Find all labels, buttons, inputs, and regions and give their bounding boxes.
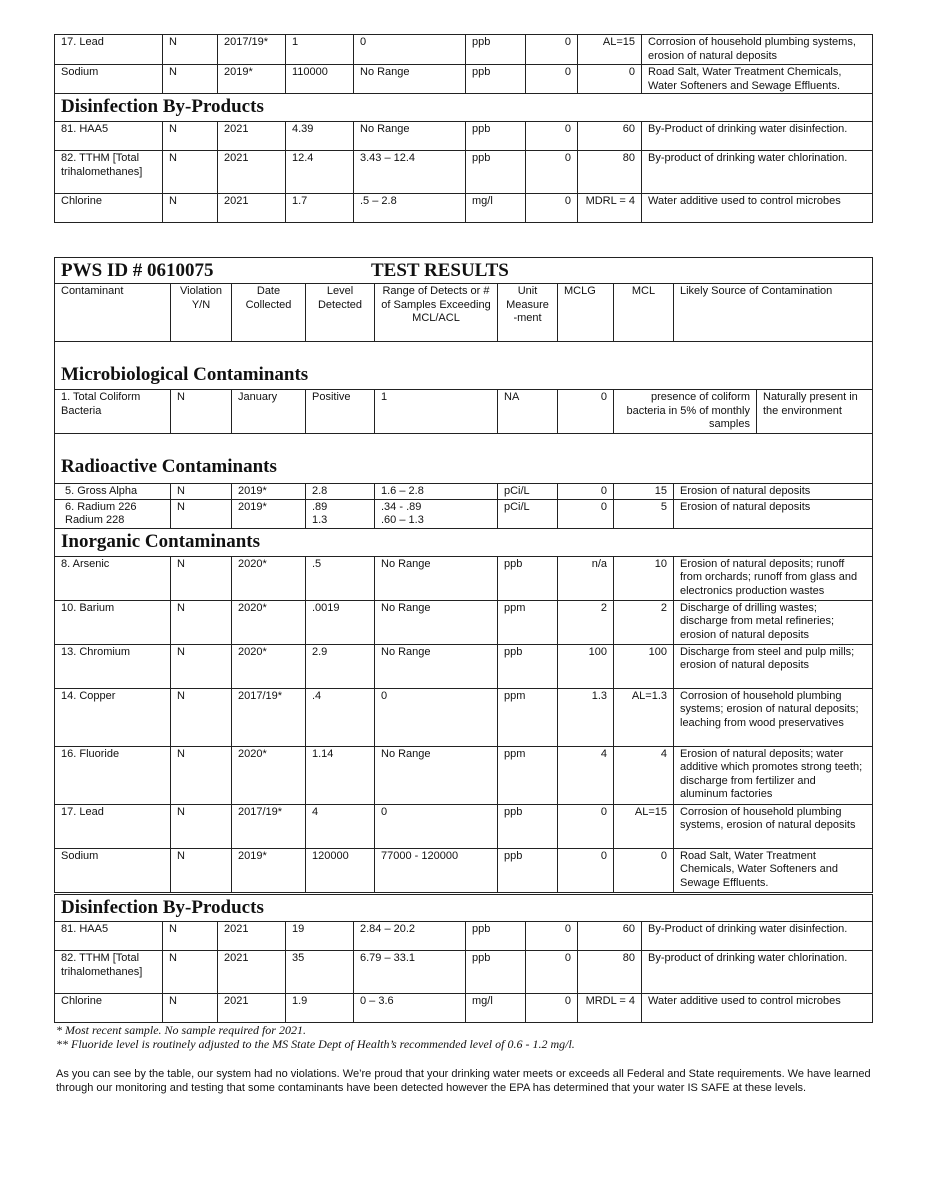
header-contaminant: Contaminant (55, 284, 171, 342)
cell-level: 2.8 (306, 484, 375, 500)
cell-date: 2017/19* (232, 688, 306, 746)
cell-level: .5 (306, 556, 375, 600)
cell-mcl: 10 (614, 556, 674, 600)
cell-contaminant: 17. Lead (55, 35, 163, 65)
previous-rows (55, 35, 873, 223)
cell-unit: ppb (466, 65, 526, 94)
cell-level: 2.9 (306, 644, 375, 688)
section-heading-dbp: Disinfection By-Products (55, 895, 873, 922)
cell-violation: N (171, 804, 232, 848)
cell-source: Erosion of natural deposits; water additive which promotes strong teeth; discharge from fertilizer and aluminum factories (674, 746, 873, 804)
cell-date: January (232, 390, 306, 434)
cell-mcl: 4 (614, 746, 674, 804)
cell-range: 1 (375, 390, 498, 434)
cell-contaminant: Chlorine (55, 994, 163, 1023)
cell-source: Road Salt, Water Treatment Chemicals, Water Softeners and Sewage Effluents. (642, 65, 873, 94)
table-row (55, 951, 873, 994)
cell-mclg: 0 (526, 65, 578, 94)
table-title-cell (55, 258, 873, 284)
cell-level: 1.9 (286, 994, 354, 1023)
cell-range: 0 (354, 35, 466, 65)
cell-unit: mg/l (466, 994, 526, 1023)
cell-violation: N (163, 922, 218, 951)
header-date: Date Collected (232, 284, 306, 342)
cell-contaminant: 8. Arsenic (55, 556, 171, 600)
cell-range: 0 (375, 804, 498, 848)
cell-level: 4.39 (286, 122, 354, 151)
cell-violation: N (163, 951, 218, 994)
cell-contaminant: 1. Total Coliform Bacteria (55, 390, 171, 434)
table-row (55, 688, 873, 746)
cell-violation: N (171, 644, 232, 688)
cell-mclg: 0 (526, 994, 578, 1023)
disinfection-byproducts-table (54, 894, 873, 1023)
cell-date: 2019* (232, 484, 306, 500)
section-row (55, 94, 873, 122)
header-mclg: MCLG (558, 284, 614, 342)
cell-source: Road Salt, Water Treatment Chemicals, Water Softeners and Sewage Effluents. (674, 848, 873, 892)
cell-contaminant: 16. Fluoride (55, 746, 171, 804)
test-results-body (55, 258, 873, 893)
cell-mclg: 0 (558, 390, 614, 434)
cell-range: 0 (375, 688, 498, 746)
cell-contaminant: 82. TTHM [Total trihalomethanes] (55, 951, 163, 994)
header-row (55, 284, 873, 342)
cell-violation: N (163, 194, 218, 223)
cell-unit: ppb (466, 151, 526, 194)
title-row (55, 258, 873, 284)
table-row (55, 848, 873, 892)
cell-violation: N (171, 499, 232, 528)
cell-source: Corrosion of household plumbing systems; erosion of natural deposits; leaching from wood preservatives (674, 688, 873, 746)
table-row (55, 65, 873, 94)
cell-unit: ppb (498, 644, 558, 688)
previous-results-table (54, 34, 873, 223)
cell-unit: ppb (466, 922, 526, 951)
footnote-fluoride: ** Fluoride level is routinely adjusted to the MS State Dept of Health’s recommended level of 0.6 - 1.2 mg/l. (56, 1037, 575, 1051)
cell-violation: N (163, 35, 218, 65)
cell-mclg: 0 (526, 922, 578, 951)
cell-source: Corrosion of household plumbing systems, erosion of natural deposits (674, 804, 873, 848)
cell-source: Discharge from steel and pulp mills; erosion of natural deposits (674, 644, 873, 688)
cell-level: 120000 (306, 848, 375, 892)
cell-mclg: 0 (558, 804, 614, 848)
cell-range: .34 - .89 .60 – 1.3 (375, 499, 498, 528)
cell-unit: ppb (498, 804, 558, 848)
header-source: Likely Source of Contamination (674, 284, 873, 342)
cell-level: 1.14 (306, 746, 375, 804)
cell-date: 2019* (232, 848, 306, 892)
cell-unit: ppb (466, 122, 526, 151)
cell-range: No Range (354, 122, 466, 151)
cell-source: Water additive used to control microbes (642, 194, 873, 223)
section-heading-dbp: Disinfection By-Products (55, 94, 873, 122)
split-cell (614, 390, 872, 433)
section-heading-microbiological: Microbiological Contaminants (55, 342, 873, 390)
cell-range: 0 – 3.6 (354, 994, 466, 1023)
section-row (55, 528, 873, 556)
cell-level: .0019 (306, 600, 375, 644)
cell-mclg: 100 (558, 644, 614, 688)
cell-violation: N (171, 746, 232, 804)
cell-contaminant: 13. Chromium (55, 644, 171, 688)
table-row (55, 499, 873, 528)
section-row (55, 434, 873, 484)
cell-mcl: AL=15 (578, 35, 642, 65)
cell-violation: N (171, 600, 232, 644)
header-range: Range of Detects or # of Samples Exceeding MCL/ACL (375, 284, 498, 342)
cell-contaminant: 81. HAA5 (55, 922, 163, 951)
table-row (55, 556, 873, 600)
cell-violation: N (171, 688, 232, 746)
cell-violation: N (171, 848, 232, 892)
cell-level: 110000 (286, 65, 354, 94)
table-row (55, 484, 873, 500)
cell-unit: ppb (466, 951, 526, 994)
cell-level: .89 1.3 (306, 499, 375, 528)
pws-id: PWS ID # 0610075 (61, 260, 214, 281)
cell-violation: N (163, 65, 218, 94)
cell-mclg: 0 (526, 151, 578, 194)
section-row (55, 895, 873, 922)
cell-level: Positive (306, 390, 375, 434)
cell-contaminant: 5. Gross Alpha (55, 484, 171, 500)
cell-mclg: 0 (558, 484, 614, 500)
cell-date: 2017/19* (218, 35, 286, 65)
cell-unit: ppb (498, 556, 558, 600)
cell-date: 2021 (218, 122, 286, 151)
cell-violation: N (163, 994, 218, 1023)
cell-range: 1.6 – 2.8 (375, 484, 498, 500)
cell-mcl: 5 (614, 499, 674, 528)
cell-range: No Range (354, 65, 466, 94)
cell-mclg: 0 (526, 951, 578, 994)
table-row (55, 994, 873, 1023)
cell-date: 2021 (218, 151, 286, 194)
cell-level: 4 (306, 804, 375, 848)
cell-mclg: 4 (558, 746, 614, 804)
cell-date: 2019* (232, 499, 306, 528)
cell-contaminant: 14. Copper (55, 688, 171, 746)
cell-unit: ppm (498, 688, 558, 746)
cell-source: By-Product of drinking water disinfection. (642, 122, 873, 151)
cell-range: No Range (375, 746, 498, 804)
table-row (55, 922, 873, 951)
cell-mcl: AL=15 (614, 804, 674, 848)
cell-range: No Range (375, 556, 498, 600)
cell-source: Erosion of natural deposits (674, 499, 873, 528)
section-heading-inorganic: Inorganic Contaminants (55, 528, 873, 556)
cell-range: 3.43 – 12.4 (354, 151, 466, 194)
cell-mcl: MRDL = 4 (578, 994, 642, 1023)
summary-paragraph: As you can see by the table, our system had no violations. We’re proud that your drinking water meets or exceeds all Federal and State requirements. We have learned through our monitoring and testing that some contaminants have been detected however the EPA has determined that your water IS SAFE at these levels. (56, 1068, 871, 1094)
cell-contaminant: 81. HAA5 (55, 122, 163, 151)
test-results-title: TEST RESULTS (371, 260, 509, 281)
footnotes (56, 1023, 872, 1051)
cell-source: Water additive used to control microbes (642, 994, 873, 1023)
cell-mcl: MDRL = 4 (578, 194, 642, 223)
cell-contaminant: 17. Lead (55, 804, 171, 848)
cell-range: 2.84 – 20.2 (354, 922, 466, 951)
table-row (55, 644, 873, 688)
cell-mcl: 60 (578, 122, 642, 151)
section-heading-radioactive: Radioactive Contaminants (55, 434, 873, 484)
cell-unit: ppm (498, 746, 558, 804)
cell-violation: N (171, 390, 232, 434)
cell-mcl: 80 (578, 151, 642, 194)
cell-mcl: presence of coliform bacteria in 5% of monthly samples (614, 390, 757, 433)
cell-range: No Range (375, 644, 498, 688)
table-row (55, 746, 873, 804)
cell-range: 6.79 – 33.1 (354, 951, 466, 994)
cell-date: 2017/19* (232, 804, 306, 848)
dbp-body (55, 895, 873, 1023)
cell-range: 77000 - 120000 (375, 848, 498, 892)
table-row (55, 151, 873, 194)
table-row (55, 390, 873, 434)
header-unit: Unit Measure -ment (498, 284, 558, 342)
cell-mcl: 100 (614, 644, 674, 688)
table-row (55, 804, 873, 848)
section-row (55, 342, 873, 390)
cell-unit: pCi/L (498, 484, 558, 500)
cell-source: Naturally present in the environment (763, 391, 858, 417)
cell-unit: pCi/L (498, 499, 558, 528)
cell-level: 19 (286, 922, 354, 951)
cell-source: By-product of drinking water chlorination. (642, 951, 873, 994)
cell-mclg: 0 (558, 848, 614, 892)
cell-contaminant: Sodium (55, 65, 163, 94)
header-violation: Violation Y/N (171, 284, 232, 342)
cell-date: 2020* (232, 556, 306, 600)
cell-range: No Range (375, 600, 498, 644)
cell-source: Discharge of drilling wastes; discharge from metal refineries; erosion of natural deposits (674, 600, 873, 644)
cell-date: 2020* (232, 746, 306, 804)
cell-level: 35 (286, 951, 354, 994)
table-row (55, 600, 873, 644)
cell-mclg: 0 (526, 194, 578, 223)
cell-mclg: n/a (558, 556, 614, 600)
cell-level: .4 (306, 688, 375, 746)
cell-level: 1 (286, 35, 354, 65)
header-level: Level Detected (306, 284, 375, 342)
cell-source: Erosion of natural deposits; runoff from orchards; runoff from glass and electronics production wastes (674, 556, 873, 600)
cell-contaminant: Chlorine (55, 194, 163, 223)
cell-mcl: 80 (578, 951, 642, 994)
cell-date: 2019* (218, 65, 286, 94)
table-row (55, 122, 873, 151)
cell-source: By-Product of drinking water disinfection. (642, 922, 873, 951)
table-row (55, 35, 873, 65)
cell-unit: mg/l (466, 194, 526, 223)
cell-contaminant: 6. Radium 226 Radium 228 (55, 499, 171, 528)
cell-unit: NA (498, 390, 558, 434)
cell-mcl: 15 (614, 484, 674, 500)
test-results-table (54, 257, 873, 893)
cell-mcl: 2 (614, 600, 674, 644)
cell-source: Erosion of natural deposits (674, 484, 873, 500)
cell-source: Corrosion of household plumbing systems, erosion of natural deposits (642, 35, 873, 65)
footnote-most-recent: * Most recent sample. No sample required for 2021. (56, 1023, 306, 1037)
cell-violation: N (171, 484, 232, 500)
cell-unit: ppb (466, 35, 526, 65)
cell-date: 2021 (218, 951, 286, 994)
cell-contaminant: 82. TTHM [Total trihalomethanes] (55, 151, 163, 194)
cell-date: 2020* (232, 644, 306, 688)
cell-mclg: 0 (526, 122, 578, 151)
cell-mclg: 2 (558, 600, 614, 644)
cell-mcl-and-source (614, 390, 873, 434)
cell-contaminant: Sodium (55, 848, 171, 892)
cell-violation: N (163, 151, 218, 194)
cell-violation: N (171, 556, 232, 600)
cell-contaminant: 10. Barium (55, 600, 171, 644)
cell-date: 2021 (218, 994, 286, 1023)
cell-violation: N (163, 122, 218, 151)
cell-level: 1.7 (286, 194, 354, 223)
cell-mcl: AL=1.3 (614, 688, 674, 746)
cell-mcl: 0 (614, 848, 674, 892)
table-row (55, 194, 873, 223)
header-mcl: MCL (614, 284, 674, 342)
cell-mcl: 0 (578, 65, 642, 94)
cell-unit: ppb (498, 848, 558, 892)
cell-mcl: 60 (578, 922, 642, 951)
cell-date: 2021 (218, 194, 286, 223)
cell-date: 2020* (232, 600, 306, 644)
cell-mclg: 0 (526, 35, 578, 65)
cell-mclg: 0 (558, 499, 614, 528)
cell-mclg: 1.3 (558, 688, 614, 746)
cell-range: .5 – 2.8 (354, 194, 466, 223)
cell-date: 2021 (218, 922, 286, 951)
cell-unit: ppm (498, 600, 558, 644)
cell-source: By-product of drinking water chlorination. (642, 151, 873, 194)
cell-level: 12.4 (286, 151, 354, 194)
